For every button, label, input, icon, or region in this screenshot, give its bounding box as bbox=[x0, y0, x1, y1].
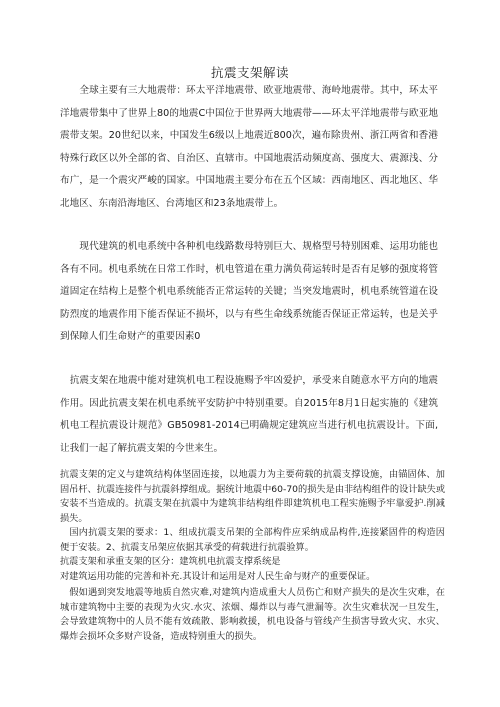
paragraph-seismic-bracing-role: 抗震支架在地震中能对建筑机电工程设施赐予牢凶爱护，承受来自随意水平方向的地震作用。因此抗震支架在机电系统平安防护中特别重要。自2015年8月1日起实施的《建筑机电工程抗震设计规范》GB50981-2014已明确规定建筑应当进行机电抗震设计。下面,让我们一起了解抗震支架的今世来生。 bbox=[60, 375, 438, 454]
paragraph-bracing-definition bbox=[60, 468, 445, 584]
paragraph-secondary-disasters: 假如遇到突发地震等地质自然灾难,对建筑内造成重大人员伤亡和财产损失的是次生灾难，在城市建筑物中主要的表现为火灾.水灾、浓烟、爆炸以与毒气泄漏等。次生灾难状况一旦发生，会导致建筑物中的人员不能有效疏散、影响救援，机电设备与管线产生损害导致火灾、水灾、爆炸会损坏众多财产设备，造成特别重大的损失。 bbox=[60, 587, 445, 642]
bracing-definition-text: 抗震支架的定义与建筑结构体坚固连接，以地震力为主要荷载的抗震支撑设施，由锚固体、加固吊杆、抗震连接件与抗震斜撑组成。据统计地震中60-70的损失是由非结构组件的设计缺失或安装不当造成的。抗震支架在抗震中为建筑非结构组件即建筑机电工程实施赐予牢靠爱护.削减损失。 bbox=[60, 469, 446, 524]
domestic-requirements-text: 国内抗震支架的要求：1、组成抗震支吊架的全部构件应采纳成品构件,连接紧固件的构造因便于安装。2、抗震支吊架应依据其承受的荷载进行抗震验算。 bbox=[60, 527, 445, 553]
document-title: 抗震支架解读 bbox=[210, 65, 289, 80]
bracing-difference-heading: 抗震支架和承重支架的区分：建筑机电抗震支撑系统是 bbox=[60, 556, 281, 567]
paragraph-seismic-belts: 全球主要有三大地震带：环太平洋地震带、欧亚地震带、海岭地震带。其中，环太平洋地震带集中了世界上80的地震C中国位于世界两大地震带——环太平洋地震带与欧亚地震带支架。20世纪以来，中国发生6级以上地震近800次，遍布除贵州、浙江两省和香港特殊行政区以外全部的省、自治区、直辖市。中国地震活动频度高、强度大、震源浅、分布广，是一个震灾严峻的国家。中国地震主要分布在五个区域：西南地区、西北地区、华北地区、东南沿海地区、台湾地区和23条地震带上。 bbox=[60, 85, 438, 209]
paragraph-mep-systems: 现代建筑的机电系统中各种机电线路数母特别巨大、规格型号特别困难、运用功能也各有不同。机电系统在日常工作时，机电管道在重力满负荷运转时是否有足够的强度将管道固定在结构上是整个机电系统能否正常运转的关键；当突发地震时，机电系统管道在设防烈度的地震作用下能否保证不损坏，以与有些生命线系统能否保证正常运转，也是关乎到保障人们生命财产的重要因素0 bbox=[60, 241, 438, 343]
bracing-difference-text: 对建筑运用功能的完善和补充.其设计和运用是对人民生命与财产的重要保证。 bbox=[60, 570, 376, 582]
